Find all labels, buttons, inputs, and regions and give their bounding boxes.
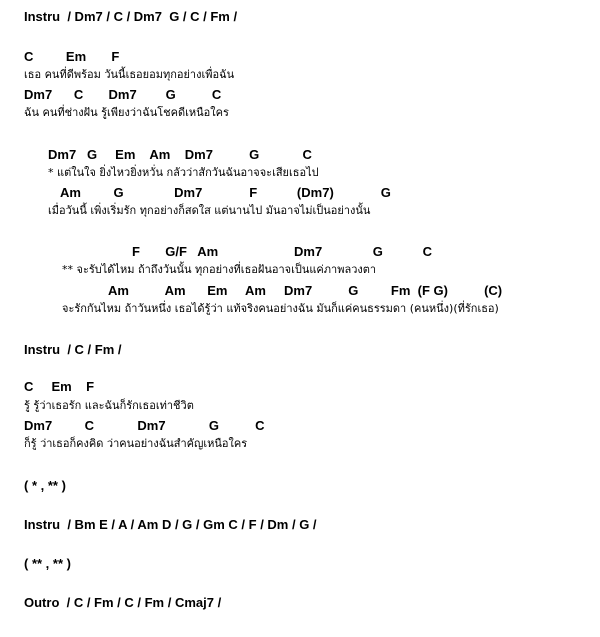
verse2-chord-line-1: C Em F (24, 379, 95, 394)
intro-line: Instru / Dm7 / C / Dm7 G / C / Fm / (24, 9, 238, 24)
instru2-line: Instru / C / Fm / (24, 342, 122, 357)
verse2-lyric-line-2: ก็รู้ ว่าเธอก็คงคิด ว่าคนอย่างฉันสำคัญเหนือใคร (24, 437, 248, 450)
repeat-line-1: ( * , ** ) (24, 478, 66, 493)
outro-line: Outro / C / Fm / C / Fm / Cmaj7 / (24, 595, 222, 610)
instru3-line: Instru / Bm E / A / Am D / G / Gm C / F / Dm / G / (24, 517, 317, 532)
verse1-chord-line-2: Dm7 C Dm7 G C (24, 87, 222, 102)
verse2-chord-line-2: Dm7 C Dm7 G C (24, 418, 265, 433)
verse1-chord-line-1: C Em F (24, 49, 120, 64)
chorus2-lyric-line-1: ** จะรับได้ไหม ถ้าถึงวันนั้น ทุกอย่างที่เธอฝันอาจเป็นแค่ภาพลวงตา (62, 263, 377, 276)
chorus1-chord-line-2: Am G Dm7 F (Dm7) G (60, 185, 391, 200)
chorus2-chord-line-2: Am Am Em Am Dm7 G Fm (F G) (C) (108, 283, 503, 298)
verse1-lyric-line-2: ฉัน คนที่ช่างฝัน รู้เพียงว่าฉันโชคดีเหนือใคร (24, 106, 229, 119)
verse1-lyric-line-1: เธอ คนที่ดีพร้อม วันนี้เธอยอมทุกอย่างเพื่อฉัน (24, 68, 235, 81)
chorus1-chord-line-1: Dm7 G Em Am Dm7 G C (48, 147, 312, 162)
chorus1-lyric-line-1: * แต่ในใจ ยิ่งไหวยิ่งหวั่น กลัวว่าสักวันฉันอาจจะเสียเธอไป (48, 166, 319, 179)
chorus2-lyric-line-2: จะรักกันไหม ถ้าวันหนึ่ง เธอได้รู้ว่า แท้จริงคนอย่างฉัน มันก็แค่คนธรรมดา (คนหนึ่ง)(ที่รักเธอ) (62, 302, 499, 315)
repeat-line-2: ( ** , ** ) (24, 556, 71, 571)
chorus1-lyric-line-2: เมื่อวันนี้ เพิ่งเริ่มรัก ทุกอย่างก็สดใส แต่นานไป มันอาจไม่เป็นอย่างนั้น (48, 204, 371, 217)
chorus2-chord-line-1: F G/F Am Dm7 G C (132, 244, 433, 259)
verse2-lyric-line-1: รู้ รู้ว่าเธอรัก และฉันก็รักเธอเท่าชีวิต (24, 399, 194, 412)
